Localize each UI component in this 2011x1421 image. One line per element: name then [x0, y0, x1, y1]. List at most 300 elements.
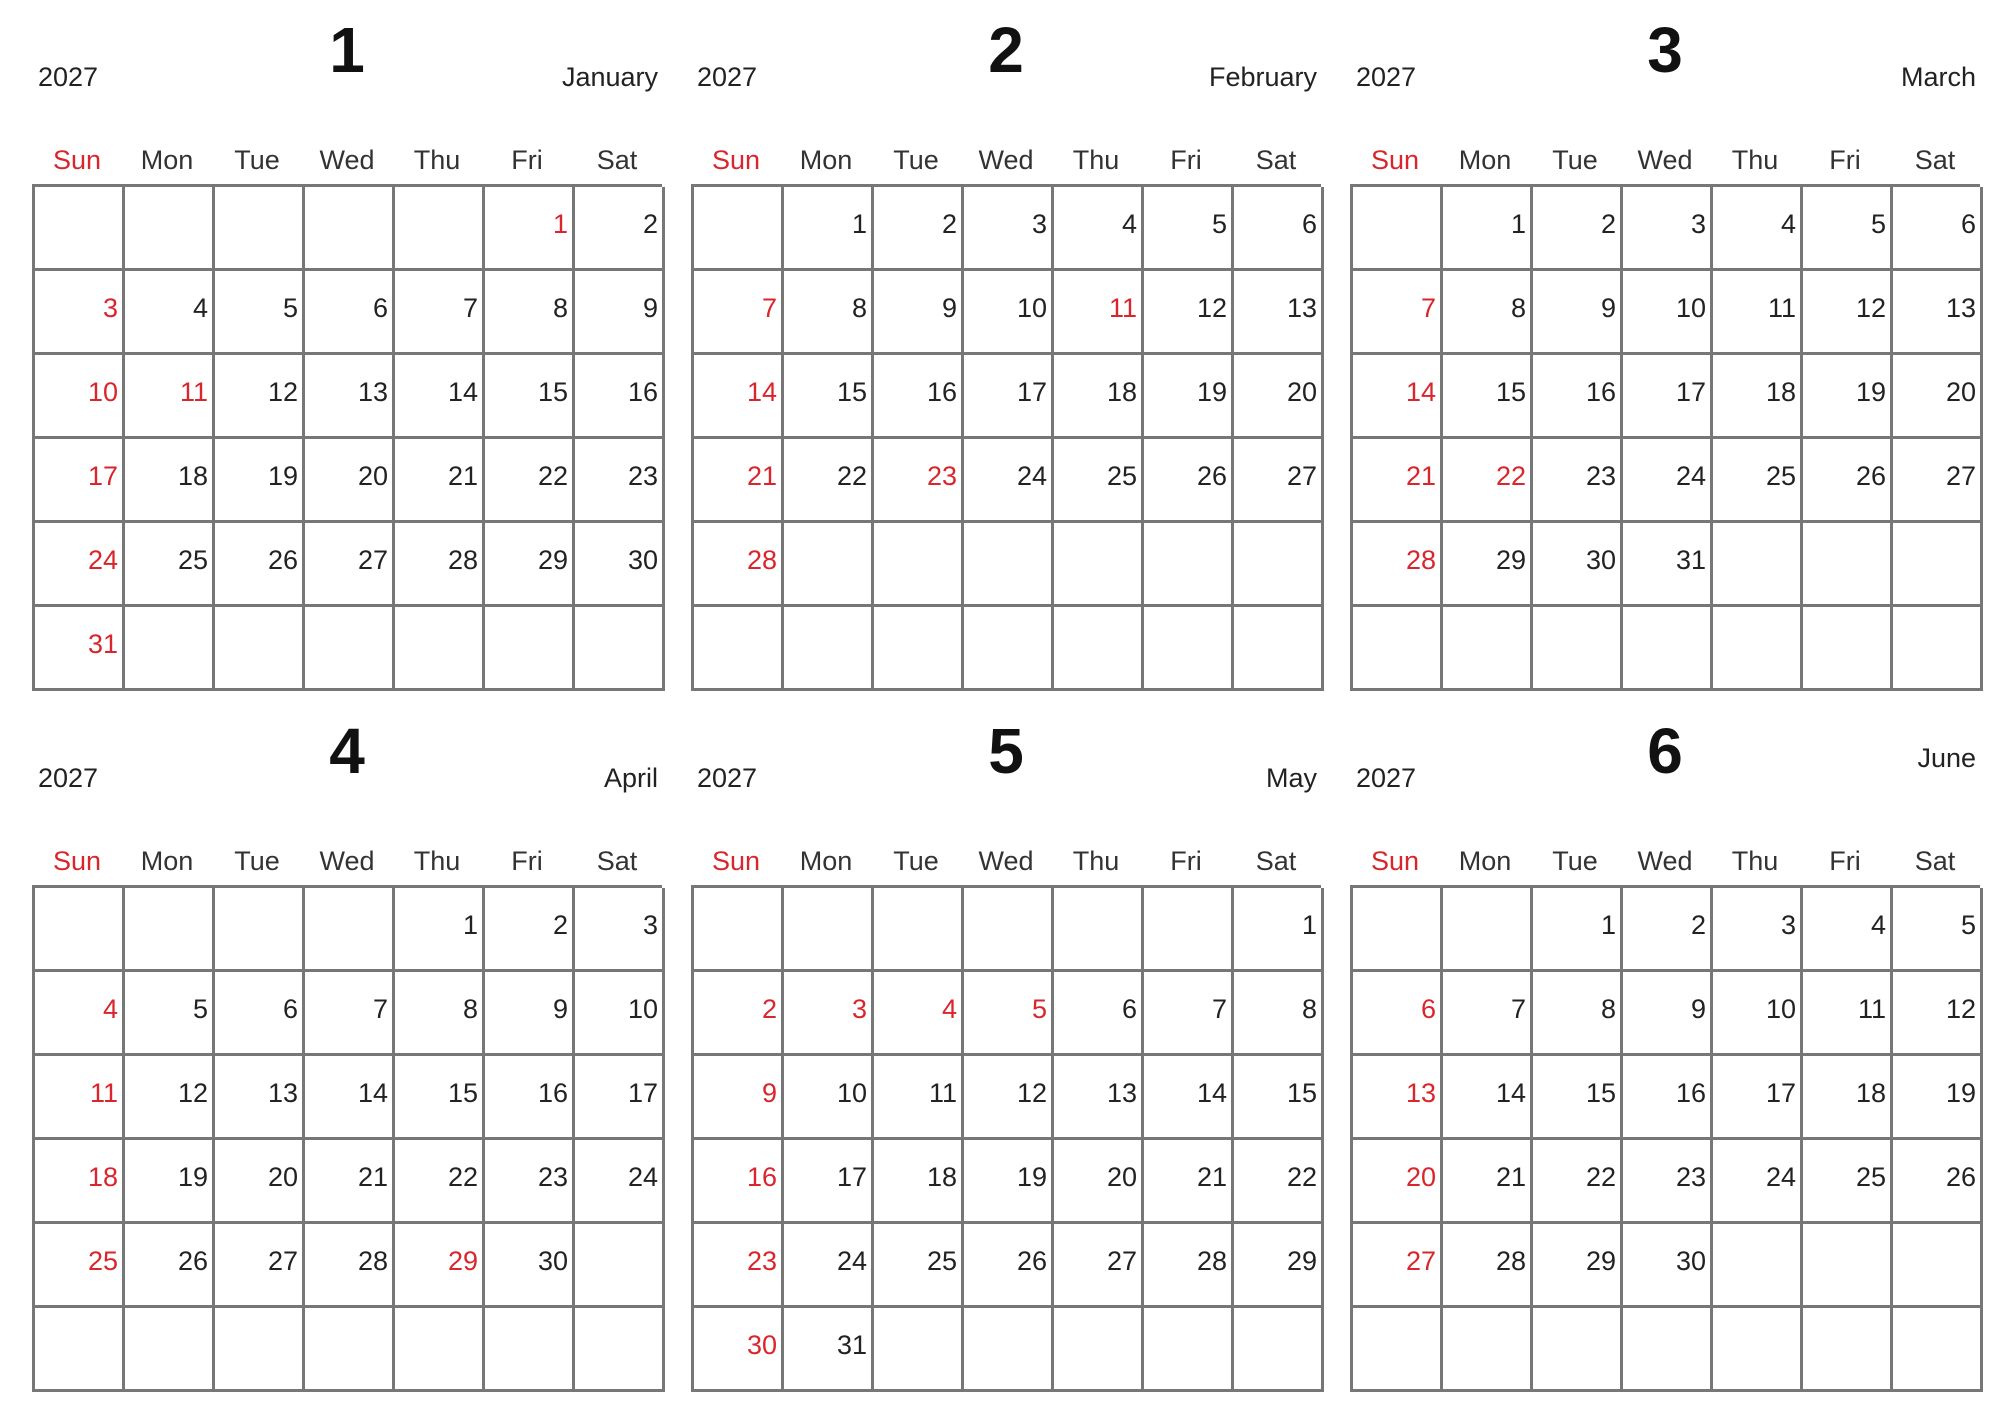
day-cell: 12: [1144, 271, 1234, 355]
empty-day-cell: [305, 1308, 395, 1392]
day-cell: 25: [1803, 1140, 1893, 1224]
empty-day-cell: [1443, 1308, 1533, 1392]
empty-day-cell: [35, 888, 125, 972]
weekday-label: Tue: [893, 145, 939, 175]
day-cell: 29: [1533, 1224, 1623, 1308]
empty-day-cell: [1533, 607, 1623, 691]
day-cell: 14: [694, 355, 784, 439]
day-cell: 25: [1054, 439, 1144, 523]
day-cell: 1: [485, 187, 575, 271]
month-number: 4: [329, 715, 365, 787]
weekday-label: Thu: [1731, 846, 1779, 876]
empty-day-cell: [694, 187, 784, 271]
year-label: 2027: [697, 763, 758, 793]
empty-day-cell: [874, 888, 964, 972]
day-cell: 24: [964, 439, 1054, 523]
day-cell: 25: [1713, 439, 1803, 523]
day-cell: 4: [35, 972, 125, 1056]
weekday-label: Wed: [978, 846, 1034, 876]
day-cell: 18: [874, 1140, 964, 1224]
weekday-label: Mon: [799, 145, 853, 175]
day-cell: 4: [1803, 888, 1893, 972]
day-cell: 23: [874, 439, 964, 523]
day-cell: 7: [1353, 271, 1443, 355]
weekday-label: Sun: [1370, 145, 1420, 175]
day-cell: 14: [1353, 355, 1443, 439]
day-cell: 27: [1054, 1224, 1144, 1308]
day-cell: 18: [1713, 355, 1803, 439]
weekday-label: Sun: [1370, 846, 1420, 876]
empty-day-cell: [874, 523, 964, 607]
day-cell: 2: [694, 972, 784, 1056]
day-cell: 29: [1234, 1224, 1324, 1308]
day-cell: 17: [964, 355, 1054, 439]
day-cell: 9: [485, 972, 575, 1056]
day-cell: 11: [125, 355, 215, 439]
empty-day-cell: [964, 523, 1054, 607]
weekday-label: Thu: [413, 145, 461, 175]
day-cell: 29: [395, 1224, 485, 1308]
empty-day-cell: [35, 187, 125, 271]
empty-day-cell: [874, 607, 964, 691]
month-number: 3: [1647, 14, 1683, 86]
day-cell: 17: [35, 439, 125, 523]
day-cell: 19: [1893, 1056, 1983, 1140]
day-cell: 5: [215, 271, 305, 355]
day-cell: 31: [35, 607, 125, 691]
day-cell: 4: [1054, 187, 1144, 271]
weekday-label: Fri: [1170, 145, 1202, 175]
day-cell: 6: [305, 271, 395, 355]
empty-day-cell: [1713, 1224, 1803, 1308]
day-cell: 19: [1803, 355, 1893, 439]
day-cell: 20: [1893, 355, 1983, 439]
day-cell: 7: [694, 271, 784, 355]
weekday-label: Wed: [1637, 145, 1693, 175]
day-cell: 18: [35, 1140, 125, 1224]
day-cell: 9: [874, 271, 964, 355]
day-cell: 6: [1054, 972, 1144, 1056]
day-cell: 22: [1234, 1140, 1324, 1224]
month-name: February: [1208, 62, 1317, 92]
day-cell: 21: [395, 439, 485, 523]
day-cell: 13: [215, 1056, 305, 1140]
day-cell: 16: [575, 355, 665, 439]
day-cell: 24: [1623, 439, 1713, 523]
empty-day-cell: [1234, 523, 1324, 607]
empty-day-cell: [1893, 1224, 1983, 1308]
day-cell: 9: [694, 1056, 784, 1140]
day-cell: 12: [215, 355, 305, 439]
empty-day-cell: [964, 607, 1054, 691]
day-cell: 15: [1443, 355, 1533, 439]
day-cell: 11: [874, 1056, 964, 1140]
empty-day-cell: [1144, 523, 1234, 607]
empty-day-cell: [1234, 607, 1324, 691]
empty-day-cell: [395, 187, 485, 271]
day-cell: 14: [395, 355, 485, 439]
day-cell: 26: [964, 1224, 1054, 1308]
day-cell: 20: [305, 439, 395, 523]
weekday-label: Wed: [1637, 846, 1693, 876]
empty-day-cell: [1713, 523, 1803, 607]
empty-day-cell: [1533, 1308, 1623, 1392]
day-cell: 23: [1623, 1140, 1713, 1224]
weekday-label: Fri: [1829, 846, 1861, 876]
day-cell: 6: [215, 972, 305, 1056]
empty-day-cell: [1144, 888, 1234, 972]
day-cell: 29: [1443, 523, 1533, 607]
day-cell: 21: [694, 439, 784, 523]
empty-day-cell: [575, 607, 665, 691]
empty-day-cell: [1713, 607, 1803, 691]
day-cell: 22: [395, 1140, 485, 1224]
day-cell: 3: [1713, 888, 1803, 972]
empty-day-cell: [1623, 1308, 1713, 1392]
weekday-label: Sat: [1255, 846, 1297, 876]
weekday-label: Tue: [1552, 145, 1598, 175]
month-number: 5: [988, 715, 1024, 787]
empty-day-cell: [1713, 1308, 1803, 1392]
empty-day-cell: [125, 1308, 215, 1392]
month-name: May: [1265, 763, 1317, 793]
day-cell: 23: [485, 1140, 575, 1224]
day-cell: 30: [575, 523, 665, 607]
weekday-label: Fri: [511, 846, 543, 876]
empty-day-cell: [964, 1308, 1054, 1392]
weekday-label: Thu: [413, 846, 461, 876]
day-cell: 27: [305, 523, 395, 607]
day-cell: 1: [395, 888, 485, 972]
day-cell: 17: [784, 1140, 874, 1224]
empty-day-cell: [874, 1308, 964, 1392]
day-cell: 23: [694, 1224, 784, 1308]
weekday-label: Sat: [1914, 846, 1956, 876]
day-cell: 19: [215, 439, 305, 523]
day-cell: 19: [125, 1140, 215, 1224]
day-cell: 18: [1054, 355, 1144, 439]
day-cell: 14: [305, 1056, 395, 1140]
empty-day-cell: [215, 187, 305, 271]
day-cell: 26: [1144, 439, 1234, 523]
day-cell: 18: [125, 439, 215, 523]
day-cell: 23: [575, 439, 665, 523]
empty-day-cell: [485, 607, 575, 691]
weekday-label: Sun: [52, 846, 102, 876]
weekday-label: Tue: [1552, 846, 1598, 876]
empty-day-cell: [1144, 1308, 1234, 1392]
day-cell: 7: [1443, 972, 1533, 1056]
day-cell: 12: [1803, 271, 1893, 355]
day-cell: 6: [1234, 187, 1324, 271]
day-cell: 26: [125, 1224, 215, 1308]
day-cell: 16: [1623, 1056, 1713, 1140]
day-cell: 28: [1353, 523, 1443, 607]
day-cell: 21: [1353, 439, 1443, 523]
day-cell: 8: [485, 271, 575, 355]
day-cell: 12: [1893, 972, 1983, 1056]
empty-day-cell: [1054, 888, 1144, 972]
day-grid: [1350, 184, 1980, 691]
empty-day-cell: [1054, 1308, 1144, 1392]
month-june: [1350, 701, 1980, 1392]
empty-day-cell: [215, 1308, 305, 1392]
month-january: [32, 0, 662, 691]
day-cell: 22: [485, 439, 575, 523]
day-cell: 2: [485, 888, 575, 972]
day-cell: 17: [575, 1056, 665, 1140]
month-header: [1350, 0, 1980, 140]
month-may: [691, 701, 1321, 1392]
day-cell: 29: [485, 523, 575, 607]
day-cell: 5: [964, 972, 1054, 1056]
empty-day-cell: [1803, 607, 1893, 691]
day-cell: 14: [1443, 1056, 1533, 1140]
day-cell: 19: [1144, 355, 1234, 439]
day-cell: 10: [964, 271, 1054, 355]
day-cell: 16: [485, 1056, 575, 1140]
year-label: 2027: [697, 62, 758, 92]
empty-day-cell: [35, 1308, 125, 1392]
empty-day-cell: [784, 607, 874, 691]
empty-day-cell: [1443, 888, 1533, 972]
day-cell: 28: [1443, 1224, 1533, 1308]
empty-day-cell: [305, 888, 395, 972]
empty-day-cell: [694, 607, 784, 691]
weekday-label: Fri: [1829, 145, 1861, 175]
empty-day-cell: [1054, 523, 1144, 607]
day-cell: 2: [1533, 187, 1623, 271]
empty-day-cell: [1353, 607, 1443, 691]
empty-day-cell: [1893, 1308, 1983, 1392]
day-cell: 8: [784, 271, 874, 355]
day-cell: 16: [1533, 355, 1623, 439]
month-april: [32, 701, 662, 1392]
day-cell: 23: [1533, 439, 1623, 523]
empty-day-cell: [1353, 187, 1443, 271]
weekday-header-row: [691, 841, 1321, 885]
day-cell: 9: [1623, 972, 1713, 1056]
day-cell: 12: [964, 1056, 1054, 1140]
day-cell: 26: [215, 523, 305, 607]
weekday-label: Sat: [1255, 145, 1297, 175]
day-cell: 20: [215, 1140, 305, 1224]
day-cell: 8: [1443, 271, 1533, 355]
empty-day-cell: [215, 607, 305, 691]
weekday-label: Wed: [319, 846, 375, 876]
month-name: April: [603, 763, 658, 793]
month-header: [691, 701, 1321, 841]
empty-day-cell: [485, 1308, 575, 1392]
empty-day-cell: [1144, 607, 1234, 691]
day-cell: 8: [1234, 972, 1324, 1056]
empty-day-cell: [1234, 1308, 1324, 1392]
month-february: [691, 0, 1321, 691]
day-cell: 7: [1144, 972, 1234, 1056]
weekday-label: Sat: [1914, 145, 1956, 175]
day-cell: 9: [1533, 271, 1623, 355]
weekday-label: Thu: [1731, 145, 1779, 175]
day-grid: [691, 885, 1321, 1392]
day-cell: 5: [1893, 888, 1983, 972]
empty-day-cell: [395, 607, 485, 691]
empty-day-cell: [1893, 523, 1983, 607]
weekday-label: Thu: [1072, 145, 1120, 175]
day-cell: 3: [784, 972, 874, 1056]
year-label: 2027: [38, 763, 99, 793]
day-cell: 2: [874, 187, 964, 271]
day-cell: 5: [1803, 187, 1893, 271]
day-cell: 12: [125, 1056, 215, 1140]
empty-day-cell: [305, 187, 395, 271]
empty-day-cell: [964, 888, 1054, 972]
day-cell: 6: [1893, 187, 1983, 271]
day-cell: 19: [964, 1140, 1054, 1224]
day-grid: [691, 184, 1321, 691]
day-cell: 10: [784, 1056, 874, 1140]
day-cell: 5: [1144, 187, 1234, 271]
empty-day-cell: [1803, 523, 1893, 607]
day-cell: 17: [1623, 355, 1713, 439]
day-cell: 13: [1234, 271, 1324, 355]
empty-day-cell: [1443, 607, 1533, 691]
year-label: 2027: [1356, 62, 1417, 92]
weekday-label: Mon: [140, 846, 194, 876]
day-cell: 2: [1623, 888, 1713, 972]
day-cell: 22: [1443, 439, 1533, 523]
empty-day-cell: [1893, 607, 1983, 691]
day-grid: [1350, 885, 1980, 1392]
day-cell: 16: [694, 1140, 784, 1224]
empty-day-cell: [575, 1308, 665, 1392]
day-cell: 22: [784, 439, 874, 523]
day-cell: 24: [784, 1224, 874, 1308]
weekday-label: Mon: [140, 145, 194, 175]
day-cell: 10: [575, 972, 665, 1056]
day-cell: 11: [1054, 271, 1144, 355]
empty-day-cell: [305, 607, 395, 691]
weekday-label: Thu: [1072, 846, 1120, 876]
empty-day-cell: [1054, 607, 1144, 691]
weekday-label: Tue: [234, 846, 280, 876]
weekday-label: Fri: [1170, 846, 1202, 876]
day-cell: 10: [35, 355, 125, 439]
day-cell: 15: [395, 1056, 485, 1140]
weekday-label: Tue: [893, 846, 939, 876]
empty-day-cell: [575, 1224, 665, 1308]
day-cell: 8: [1533, 972, 1623, 1056]
day-cell: 27: [1234, 439, 1324, 523]
day-cell: 3: [964, 187, 1054, 271]
day-cell: 28: [1144, 1224, 1234, 1308]
weekday-label: Wed: [319, 145, 375, 175]
day-grid: [32, 184, 662, 691]
day-cell: 13: [1893, 271, 1983, 355]
day-cell: 28: [305, 1224, 395, 1308]
empty-day-cell: [1353, 1308, 1443, 1392]
empty-day-cell: [1803, 1224, 1893, 1308]
day-cell: 30: [485, 1224, 575, 1308]
month-number: 1: [329, 14, 365, 86]
day-cell: 15: [784, 355, 874, 439]
day-cell: 22: [1533, 1140, 1623, 1224]
day-cell: 13: [1353, 1056, 1443, 1140]
day-cell: 21: [1443, 1140, 1533, 1224]
day-cell: 13: [1054, 1056, 1144, 1140]
weekday-label: Sat: [596, 846, 638, 876]
day-cell: 17: [1713, 1056, 1803, 1140]
day-cell: 28: [694, 523, 784, 607]
day-cell: 26: [1893, 1140, 1983, 1224]
empty-day-cell: [1353, 888, 1443, 972]
empty-day-cell: [395, 1308, 485, 1392]
day-cell: 20: [1234, 355, 1324, 439]
weekday-label: Tue: [234, 145, 280, 175]
month-header: [1350, 701, 1980, 841]
weekday-label: Mon: [799, 846, 853, 876]
day-cell: 8: [395, 972, 485, 1056]
day-cell: 21: [1144, 1140, 1234, 1224]
month-header: [691, 0, 1321, 140]
day-cell: 2: [575, 187, 665, 271]
empty-day-cell: [1803, 1308, 1893, 1392]
day-cell: 27: [1353, 1224, 1443, 1308]
day-cell: 3: [1623, 187, 1713, 271]
day-cell: 16: [874, 355, 964, 439]
weekday-header-row: [1350, 841, 1980, 885]
weekday-label: Wed: [978, 145, 1034, 175]
day-cell: 20: [1054, 1140, 1144, 1224]
day-cell: 7: [305, 972, 395, 1056]
day-cell: 15: [1533, 1056, 1623, 1140]
day-cell: 31: [1623, 523, 1713, 607]
day-cell: 27: [215, 1224, 305, 1308]
day-cell: 1: [1533, 888, 1623, 972]
day-cell: 9: [575, 271, 665, 355]
day-cell: 31: [784, 1308, 874, 1392]
day-cell: 25: [35, 1224, 125, 1308]
empty-day-cell: [1623, 607, 1713, 691]
weekday-header-row: [32, 140, 662, 184]
month-march: [1350, 0, 1980, 691]
weekday-label: Sun: [711, 145, 761, 175]
weekday-label: Sat: [596, 145, 638, 175]
day-cell: 27: [1893, 439, 1983, 523]
weekday-header-row: [32, 841, 662, 885]
weekday-label: Mon: [1458, 846, 1512, 876]
weekday-label: Fri: [511, 145, 543, 175]
day-cell: 18: [1803, 1056, 1893, 1140]
empty-day-cell: [694, 888, 784, 972]
day-cell: 24: [575, 1140, 665, 1224]
month-name: June: [1917, 743, 1976, 773]
day-cell: 24: [35, 523, 125, 607]
empty-day-cell: [784, 888, 874, 972]
day-cell: 25: [125, 523, 215, 607]
day-cell: 13: [305, 355, 395, 439]
day-cell: 11: [1803, 972, 1893, 1056]
day-cell: 20: [1353, 1140, 1443, 1224]
weekday-header-row: [1350, 140, 1980, 184]
weekday-label: Sun: [52, 145, 102, 175]
day-cell: 4: [1713, 187, 1803, 271]
day-cell: 6: [1353, 972, 1443, 1056]
day-cell: 10: [1623, 271, 1713, 355]
month-name: January: [561, 62, 658, 92]
month-name: March: [1900, 62, 1976, 92]
day-cell: 1: [1234, 888, 1324, 972]
day-cell: 14: [1144, 1056, 1234, 1140]
